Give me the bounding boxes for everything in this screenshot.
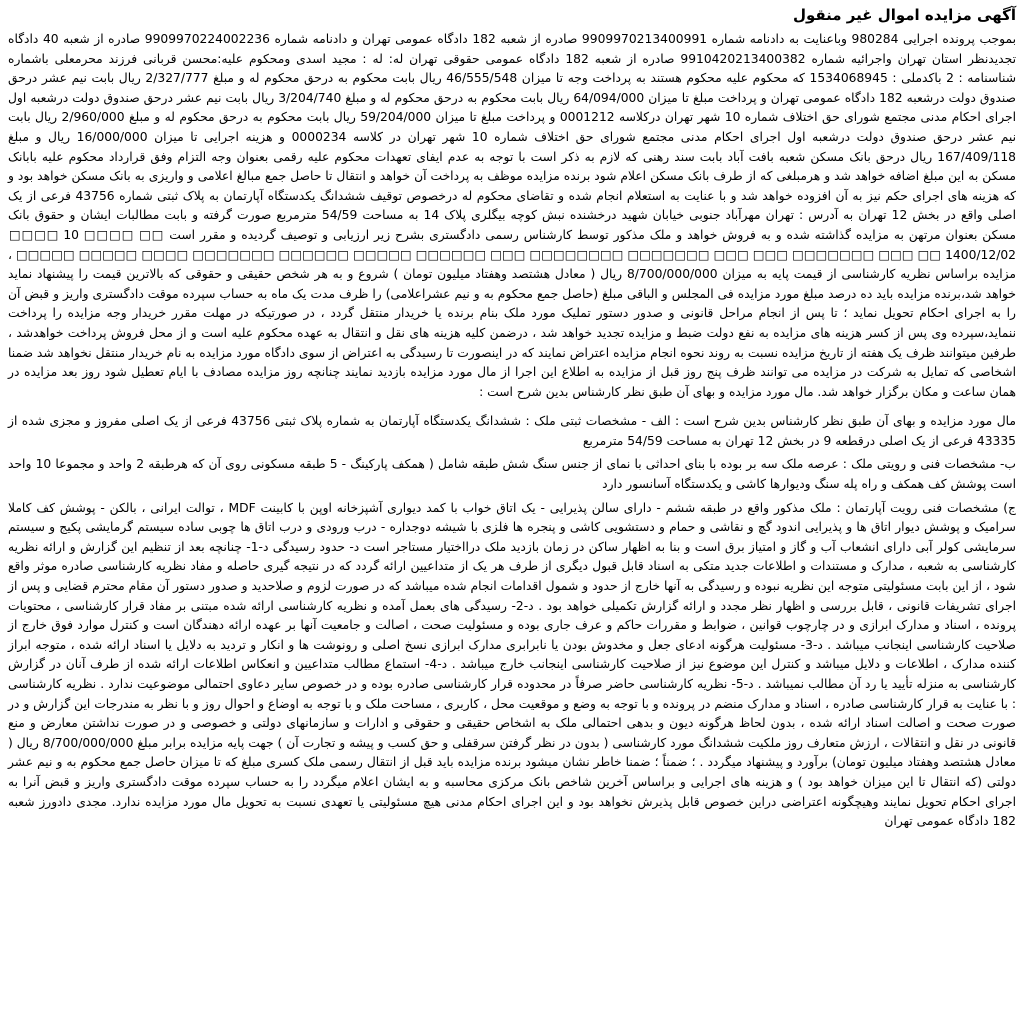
notice-paragraph-registration: مال مورد مزایده و بهای آن طبق نظر کارشناس بدین شرح است : الف - مشخصات ثبتی ملک : ششدانگ یکدستگاه آپارتمان به شماره پلاک ثبتی 43756 فرعی از یک اصلی مفروز و مجزی شده از 43335 فرعی از یک اصلی درقطعه 9 در بخش 12 تهران به مساحت 54/59 مترمربع bbox=[8, 414, 1016, 448]
notice-paragraph-apartment-specs: ج) مشخصات فنی رویت آپارتمان : ملک مذکور واقع در طبقه ششم - دارای سالن پذیرایی - یک اتاق خواب با کمد دیواری آشپزخانه اوپن با کابینت MDF ، توالت ایرانی ، بالکن - پوشش کف کاملا سرامیک و پوشش دیوار اتاق ها و پذیرایی اندود گچ و نقاشی و حمام و دستشویی کاشی و پنجره ها فلزی با شیشه دوجداره - درب ورودی و درب اتاق ها چوبی ساده سیستم گرمایشی پکیج و سیستم سرمایشی کولر آبی دارای انشعاب آب و گاز و امتیاز برق است و بنا به اظهار ساکن در زمان بازدید ملک درااختیار مستاجر است د- حدود رسیدگی د-1- چنانچه بعد از تنظیم این گزارش و ارائه نظریه کارشناسی به شعبه ، مدارک و مستندات و اطلاعات جدید متکی به اسناد قابل قبول دیگری از طرف هر یک از متداعیین ارائه گردد که در نتیجه گیری حاصله و مفاد نظریه کارشناسی صادره موثر واقع شود ، از این بابت مسئولیتی متوجه این نظریه نبوده و رسیدگی به آنها خارج از حدود و شمول اقدامات انجام شده میباشد که در صورت لزوم و صلاحدید و صدور دستور آن مقام محترم قضایی و پس از اجرای تشریفات قانونی ، قابل بررسی و اظهار نظر مجدد و ارائه گزارش تکمیلی خواهد بود . د-2- رسیدگی های بعمل آمده و نظریه کارشناسی ارائه شده مبتنی بر مفاد قرار کارشناسی ، محتویات پرونده ، اسناد و مدارک ابرازی و در چارچوب قوانین ، ضوابط و مقررات حاکم و عرف جاری بوده و مسئولیت صحت ، اصالت و جامعیت آنها بر عهده ارائه دهندگان است و کنترل موارد فوق خارج از صلاحیت کارشناسی اینجانب میباشد . د-3- مسئولیت هرگونه ادعای جعل و مخدوش بودن یا نابرابری مدارک ابرازی نسخ اصلی و رونوشت ها و انکار و تردید به دلایل یا اسناد ارائه شده ، متوجه ابراز کننده مدارک ، اطلاعات و دلایل میباشد و کنترل این موضوع نیز از صلاحیت کارشناسی اینجانب خارج میباشد . د-4- استماع مطالب متداعیین و انعکاس اطلاعات ارائه شده از طرف آنان در گزارش کارشناسی به منزله تأیید یا رد آن مطالب نمیباشد . د-5- نظریه کارشناسی حاضر صرفاً در محدوده قرار کارشناسی صادره بوده و در خصوص سایر دعاوی احتمالی موضوعیت ندارد . نظریه کارشناسی : با عنایت به قرار کارشناسی صادره ، اسناد و مدارک منضم در پرونده و با توجه به وضع و موقعیت محل ، کاربری ، مساحت ملک و با توجه به اوضاع و احوال روز و با نظر به مندرجات این گزارش و در صورت صحت و اصالت اسناد ارائه شده ، بدون لحاظ هرگونه دیون و بدهی احتمالی ملک به اشخاص حقیقی و حقوقی و ادارات و سازمانهای دولتی و خصوصی و در صورت نداشتن معارض و منع قانونی در نقل و انتقالات ، ارزش متعارف روز ملکیت ششدانگ مورد کارشناسی ( بدون در نظر گرفتن سرقفلی و حق کسب و پیشه و تجارت آن ) جهت پایه مزایده برابر مبلغ 8/700/000/000 ریال ( معادل هشتصد وهفتاد میلیون تومان) برآورد و پیشنهاد میگردد . ؛ ضمناً ؛ ضمنا خاطر نشان میشود برنده مزایده باید قبل از انتقال رسمی ملک کسری مبلغ که تا میزان حاصل جمع محکوم به و نیم عشر دولتی (که انتقال تا این میزان خواهد بود ) و هزینه های اجرایی و براساس آخرین شاخص بانک مرکزی محاسبه و به ایشان اعلام میگردد را به حساب سپرده موقت دادگستری واریز و قبض آنرا به اجرای احکام تحویل نمایند وهیچگونه اعتراضی دراین خصوص قابل پذیرش نخواهد بود و این اجرای احکام مدنی هیچ مسئولیتی یا تعهدی نسبت به تحویل مال مورد مزایده ندارد. مجدی دادورز شعبه 182 دادگاه عمومی تهران bbox=[8, 500, 1017, 829]
notice-title: آگهی مزایده اموال غیر منقول bbox=[792, 6, 1016, 24]
notice-paragraph-building-specs: ب- مشخصات فنی و رویتی ملک : عرصه ملک سه بر بوده با بنای احداثی با نمای از جنس سنگ شش طبقه شامل ( همکف پارکینگ - 5 طبقه مسکونی روی آن که هرطبقه 2 واحد و مجموعا 10 واحد است پوشش کف همکف و راه پله سنگ ودیوارها کاشی و یکدستگاه آسانسور دارد bbox=[8, 457, 1016, 492]
notice-paragraph-main: بموجب پرونده اجرایی 980284 وباعنایت به دادنامه شماره 9909970213400991 صادره از شعبه 182 دادگاه عمومی تهران و دادنامه شماره 9909970224002236 صادره از شعبه 40 دادگاه تجدیدنظر استان تهران واجرائیه شماره 9910420213400382 صادره از شعبه 182 دادگاه عمومی حقوقی تهران له: له : مجید اسدی ومحکوم علیه:محسن قربانی فرزند محرمعلی باشماره شناسنامه : 2 باکدملی : 1534068945 که محکوم علیه محکوم هستند به پرداخت وجه تا میزان 46/555/548 ریال بابت محکوم به درحق محکوم له و مبلغ 2/327/777 ریال بابت نیم عشر درحق صندوق دولت درشعبه 182 دادگاه عمومی تهران و پرداخت مبلغ تا میزان 64/094/000 ریال بابت محکوم به درحق محکوم له و مبلغ 3/204/740 ریال بابت نیم عشر درحق صندوق دولت درشعبه اول اجرای احکام مدنی مجتمع شورای حق اختلاف شماره 10 شهر تهران درکلاسه 0001212 و پرداخت مبلغ تا میزان 59/204/000 ریال بابت محکوم به درحق محکوم له و مبلغ 2/960/000 ریال بابت نیم عشر درحق صندوق دولت درشعبه اول اجرای احکام مدنی مجتمع شورای حق اختلاف شماره 10 شهر تهران در کلاسه 0000234 و هزینه اجرایی تا میزان 16/000/000 ریال و مبلغ 167/409/118 ریال درحق بانک مسکن شعبه بافت آباد بابت سند رهنی که لازم به ذکر است با توجه به عدم ایفای تعهدات محکوم علیه رقمی بعنوان وجه التزام وفق قرارداد محکوم علیه بابانک مسکن به این مبلغ اضافه خواهد شد و هرمبلغی که از طرف بانک مسکن اعلام شود برنده مزایده موظف به پرداخت آن خواهد و انتقال تا حاصل جمع مبالغ اعلامی و واریزی به بانک مسکن خواهد بود و که هزینه های اجرای حکم نیز به آن افزوده خواهد شد و با عنایت به استعلام انجام شده و تقاضای محکوم له درخصوص توقیف ششدانگ یکدستگاه آپارتمان به پلاک ثبتی شماره 43756 فرعی از یک اصلی واقع در بخش 12 تهران به آدرس : تهران مهرآباد جنوبی خیابان شهید درخشنده نبش کوچه بیگلری پلاک 14 به مساحت 54/59 مترمربع صورت گرفته و بابت مطالبات ایشان و حقوق بانک مسکن بعنوان مرتهن به مزایده گذاشته شده و به فروش خواهد و ملک مذکور توسط کارشناس رسمی دادگستری بشرح زیر ارزیابی و توصیف گردیده و مقرر است □□ □□□□ 10 □□□□ 1400/12/02 □□ □□□ □□□□□□□ □□□ □□□ □□□□□□□ □□□□□□□□ □□□ □□□□□□ □□□□□ □□□□□□ □□□□□□□ □□□□ □□□□□ □□□□□ ، مزایده براساس نظریه کارشناسی از قیمت پایه به میزان 8/700/000/000 ریال ( معادل هشتصد وهفتاد میلیون تومان ) شروع و به هر شخص حقیقی و حقوقی که بالاترین قیمت را پیشنهاد نماید خواهد شد،برنده مزایده باید ده درصد مبلغ مورد مزایده فی المجلس و الباقی مبلغ (حاصل جمع محکوم به و نیم عشراعلامی) را ظرف مدت یک ماه به حساب سپرده موقت دادگستری واریز و قبض آن را به اجرای احکام تحویل نماید ؛ تا پس از انجام مراحل قانونی و صدور دستور تملیک مورد ملک بنام برنده یا خریدار منتقل گردد ، در صورتیکه در مهلت مقرر خریدار وجه مزایده را پرداخت ننماید،سپرده وی پس از کسر هزینه های مزایده به نفع دولت ضبط و مزایده تجدید خواهد شد ، درضمن کلیه هزینه های نقل و انتقال به عهده محکوم علیه است و از محل فروش پرداخت خواهدشد ، طرفین میتوانند ظرف یک هفته از تاریخ مزایده نسبت به روند نحوه انجام مزایده اعتراض نمایند که در اینصورت تا رسیدگی به اعتراض از سوی دادگاه مورد مزایده به نام خریدار منتقل نخواهد شد ضمنا اشخاصی که تمایل به شرکت در مزایده می توانند ظرف پنج روز قبل از مزایده به اطلاع این اجرا از مال مورد مزایده بازدید نمایند چنانچه روز مزایده مصادف با ایام تعطیل شود روز بعد مزایده در همان ساعت و مکان برگزار خواهد شد. مال مورد مزایده و بهای آن طبق نظر کارشناس بدین شرح است : bbox=[8, 32, 1017, 399]
